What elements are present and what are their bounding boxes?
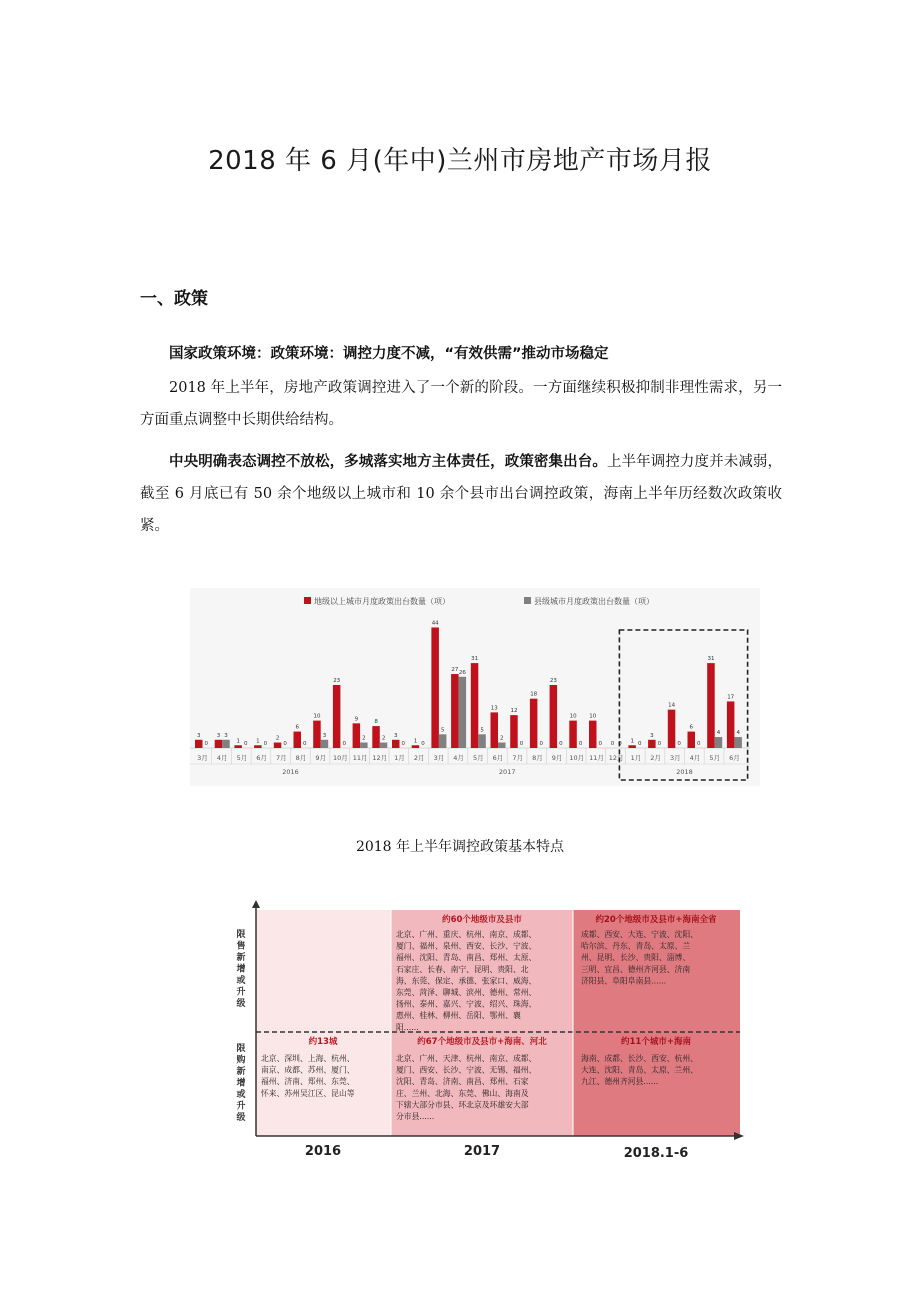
sale-2018-city-line: 三明、宜昌、德州齐河县、济南 xyxy=(581,964,691,974)
x-tick-label: 3月 xyxy=(669,754,681,762)
column-label-2017: 2017 xyxy=(463,1144,501,1159)
data-label-county: 0 xyxy=(697,741,701,747)
data-label-county: 26 xyxy=(458,669,466,676)
data-label-prefecture: 3 xyxy=(197,732,201,739)
row-label-buy-char: 限 xyxy=(236,1044,246,1054)
data-label-county: 0 xyxy=(401,741,406,747)
x-tick-label: 5月 xyxy=(472,754,484,762)
buy-2017-city-line: 沈阳、青岛、济南、南昌、郑州、石家 xyxy=(396,1077,529,1087)
row-label-buy-char: 或 xyxy=(236,1090,246,1100)
x-tick-label: 1月 xyxy=(394,754,405,762)
data-label-prefecture: 10 xyxy=(589,713,597,720)
row-label-sale-char: 售 xyxy=(236,941,246,952)
buy-2016-title: 约13城 xyxy=(308,1037,338,1047)
bar-prefecture xyxy=(648,740,656,748)
bar-prefecture xyxy=(215,740,223,748)
data-label-prefecture: 14 xyxy=(668,702,676,709)
bar-prefecture xyxy=(313,721,321,748)
data-label-prefecture: 10 xyxy=(569,713,577,720)
data-label-prefecture: 17 xyxy=(727,694,735,701)
x-tick-label: 2月 xyxy=(413,754,425,762)
x-tick-label: 4月 xyxy=(689,754,701,762)
bar-county xyxy=(459,677,467,748)
sale-2017-city-line: 东莞、菏泽、聊城、滨州、德州、常州、 xyxy=(396,988,537,997)
sale-2017-city-line: 石家庄、长春、南宁、昆明、贵阳、北 xyxy=(396,964,529,974)
data-label-county: 0 xyxy=(519,741,524,747)
x-tick-label: 6月 xyxy=(729,754,740,762)
policy-subheading: 国家政策环境：政策环境：调控力度不减，“有效供需”推动市场稳定 xyxy=(169,346,609,362)
year-group-label: 2016 xyxy=(282,768,299,776)
data-label-prefecture: 0 xyxy=(610,741,615,747)
data-label-county: 0 xyxy=(263,741,268,747)
x-tick-label: 3月 xyxy=(197,754,208,762)
bar-county xyxy=(498,743,506,748)
x-tick-label: 6月 xyxy=(492,754,504,762)
sale-2017-city-line: 阳...... xyxy=(396,1022,419,1032)
data-label-county: 2 xyxy=(362,735,366,742)
bar-county xyxy=(222,740,230,748)
sale-2018-city-line: 州、昆明、长沙、贵阳、淄博、 xyxy=(581,953,691,963)
data-label-county: 0 xyxy=(559,741,563,747)
legend-swatch-prefecture xyxy=(304,597,311,604)
x-tick-label: 7月 xyxy=(275,754,287,762)
data-label-county: 0 xyxy=(598,741,603,747)
bar-prefecture xyxy=(510,715,518,748)
policy-count-chart xyxy=(190,588,760,786)
row-label-sale-char: 升 xyxy=(236,987,246,998)
data-label-prefecture: 23 xyxy=(333,678,341,684)
buy-2017-city-line: 分市县...... xyxy=(396,1112,435,1121)
data-label-county: 0 xyxy=(421,741,425,747)
bar-county xyxy=(439,734,447,748)
data-label-county: 5 xyxy=(440,727,445,734)
bar-prefecture xyxy=(234,745,242,748)
bar-county xyxy=(478,734,486,748)
x-tick-label: 9月 xyxy=(315,754,327,762)
bar-prefecture xyxy=(530,699,538,748)
data-label-prefecture: 31 xyxy=(707,656,715,663)
buy-2017-city-line: 北京、广州、天津、杭州、南京、成都、 xyxy=(396,1054,537,1063)
bar-prefecture xyxy=(333,685,341,748)
data-label-prefecture: 3 xyxy=(216,732,221,739)
x-tick-label: 10月 xyxy=(569,754,585,762)
figure-caption: 2018 年上半年调控政策基本特点 xyxy=(355,839,565,855)
x-tick-label: 1月 xyxy=(630,754,642,762)
x-tick-label: 12月 xyxy=(372,754,388,762)
bar-prefecture xyxy=(451,674,459,748)
bar-prefecture xyxy=(727,701,735,748)
policy-matrix-svg xyxy=(228,898,748,1168)
data-label-county: 4 xyxy=(736,730,740,737)
bar-prefecture xyxy=(668,710,676,748)
row-label-buy-char: 增 xyxy=(236,1078,246,1089)
column-label-2018: 2018.1-6 xyxy=(623,1146,689,1161)
buy-2018-city-line: 大连、沈阳、青岛、太原、兰州、 xyxy=(581,1065,698,1075)
policy-matrix xyxy=(228,898,748,1168)
row-label-buy-char: 升 xyxy=(236,1101,246,1112)
row-label-buy-char: 购 xyxy=(236,1055,246,1066)
data-label-county: 0 xyxy=(578,741,583,747)
buy-2016-city-line: 福州、济南、郑州、东莞、 xyxy=(261,1077,355,1087)
x-tick-label: 7月 xyxy=(512,754,524,762)
bar-prefecture xyxy=(688,732,696,748)
x-tick-label: 8月 xyxy=(532,754,543,762)
row-label-sale-char: 或 xyxy=(236,976,246,986)
bar-prefecture xyxy=(274,743,282,748)
x-tick-label: 10月 xyxy=(333,754,348,762)
bar-prefecture xyxy=(589,721,597,748)
sale-2017-city-line: 扬州、泰州、嘉兴、宁波、绍兴、珠海、 xyxy=(396,999,537,1009)
sale-2017-city-line: 海、东莞、保定、承德、张家口、威海、 xyxy=(396,976,537,986)
year-group-label: 2018 xyxy=(676,768,693,776)
sale-2018-title: 约20个地级市及县市+海南全省 xyxy=(595,915,717,925)
sale-2017-city-line: 惠州、桂林、柳州、岳阳、鄂州、襄 xyxy=(396,1011,521,1021)
data-label-county: 2 xyxy=(381,735,386,742)
data-label-prefecture: 6 xyxy=(295,724,300,731)
x-tick-label: 4月 xyxy=(453,754,464,762)
data-label-prefecture: 27 xyxy=(451,667,459,674)
column-label-2016: 2016 xyxy=(304,1144,342,1159)
x-tick-label: 2月 xyxy=(650,754,661,762)
data-label-prefecture: 3 xyxy=(650,732,654,739)
sale-2017-title: 约60个地级市及县市 xyxy=(442,915,522,925)
row-label-sale-char: 新 xyxy=(236,953,246,963)
policy-count-chart-svg xyxy=(190,588,760,786)
bar-prefecture xyxy=(254,745,262,748)
data-label-prefecture: 1 xyxy=(630,738,634,745)
buy-2018-city-line: 海南、成都、长沙、西安、杭州、 xyxy=(581,1054,698,1063)
data-label-county: 0 xyxy=(539,741,543,747)
x-tick-label: 5月 xyxy=(236,754,248,762)
data-label-county: 0 xyxy=(657,741,662,747)
data-label-prefecture: 12 xyxy=(510,708,518,715)
bar-prefecture xyxy=(628,745,636,748)
x-tick-label: 6月 xyxy=(256,754,267,762)
data-label-county: 0 xyxy=(637,741,642,747)
sale-2018-city-line: 哈尔滨、丹东、青岛、太原、兰 xyxy=(581,941,691,951)
paragraph-2-lead: 中央明确表态调控不放松，多城落实地方主体责任，政策密集出台。 xyxy=(169,454,607,470)
sale-2018-city-line: 成都、西安、大连、宁波、沈阳、 xyxy=(581,930,698,939)
data-label-prefecture: 1 xyxy=(413,738,418,745)
data-label-prefecture: 44 xyxy=(431,620,439,627)
bar-prefecture xyxy=(294,732,302,748)
bar-prefecture xyxy=(353,723,361,748)
buy-2016-city-line: 怀来、苏州吴江区、昆山等 xyxy=(261,1088,355,1098)
data-label-prefecture: 31 xyxy=(471,656,479,663)
bar-prefecture xyxy=(412,745,420,748)
x-tick-label: 5月 xyxy=(709,754,721,762)
bar-prefecture xyxy=(392,740,400,748)
data-label-prefecture: 8 xyxy=(374,719,378,726)
legend-label-county: 县级城市月度政策出台数量（项） xyxy=(534,597,654,606)
document-title: 2018 年 6 月(年中)兰州市房地产市场月报 xyxy=(208,146,712,176)
sale-2017-city-line: 北京、广州、重庆、杭州、南京、成都、 xyxy=(396,930,537,939)
buy-2017-city-line: 庄、兰州、北海、东莞、佛山、海南及 xyxy=(396,1088,529,1098)
buy-2017-city-line: 下辖大部分市县、环北京及环雄安大部 xyxy=(396,1100,529,1110)
data-label-prefecture: 6 xyxy=(689,724,694,731)
paragraph-2 xyxy=(140,446,782,542)
data-label-county: 0 xyxy=(677,741,681,747)
data-label-county: 3 xyxy=(322,732,327,739)
data-label-prefecture: 2 xyxy=(275,735,280,742)
bar-county xyxy=(715,737,723,748)
data-label-prefecture: 1 xyxy=(236,738,240,745)
data-label-prefecture: 23 xyxy=(549,678,557,684)
paragraph-2-body: 上半年调控力度并未减弱，截至 6 月底已有 50 余个地级以上城市和 10 余个县市出台调控政策，海南上半年历经数次政策收紧。 xyxy=(140,454,783,534)
bar-prefecture xyxy=(431,627,439,748)
x-tick-label: 4月 xyxy=(216,754,228,762)
buy-2017-city-line: 厦门、西安、长沙、宁波、无锡、福州、 xyxy=(396,1065,537,1075)
row-label-sale-char: 级 xyxy=(236,999,246,1009)
x-tick-label: 9月 xyxy=(551,754,563,762)
bar-county xyxy=(734,737,742,748)
sale-2017-city-line: 福州、沈阳、青岛、南昌、郑州、太原、 xyxy=(396,953,537,963)
bar-prefecture xyxy=(491,712,499,748)
data-label-county: 0 xyxy=(283,741,287,747)
data-label-prefecture: 3 xyxy=(394,732,398,739)
section-heading: 一、政策 xyxy=(140,289,208,309)
legend-label-prefecture: 地级以上城市月度政策出台数量（项） xyxy=(314,597,450,606)
bar-county xyxy=(321,740,329,748)
data-label-prefecture: 10 xyxy=(313,713,321,720)
data-label-county: 0 xyxy=(303,741,307,747)
bar-county xyxy=(380,743,388,748)
sale-2018-city-line: 济阳县、阜阳阜南县...... xyxy=(581,976,667,986)
bar-prefecture xyxy=(550,685,558,748)
x-tick-label: 8月 xyxy=(295,754,307,762)
data-label-county: 2 xyxy=(500,735,504,742)
data-label-county: 0 xyxy=(204,741,209,747)
bar-prefecture xyxy=(195,740,203,748)
x-tick-label: 11月 xyxy=(589,754,604,762)
paragraph-1: 2018 年上半年，房地产政策调控进入了一个新的阶段。一方面继续积极抑制非理性需求，另一方面重点调整中长期供给结构。 xyxy=(140,380,782,428)
bar-county xyxy=(360,743,368,748)
buy-2018-title: 约11个城市+海南 xyxy=(621,1037,691,1047)
data-label-county: 0 xyxy=(243,741,248,747)
sale-2017-city-line: 厦门、福州、泉州、西安、长沙、宁波、 xyxy=(396,941,537,951)
row-label-buy-char: 级 xyxy=(236,1113,246,1123)
data-label-prefecture: 1 xyxy=(256,738,260,745)
buy-2017-title: 约67个地级市及县市+海南、河北 xyxy=(417,1037,547,1047)
legend-swatch-county xyxy=(524,597,531,604)
data-label-prefecture: 13 xyxy=(490,705,498,712)
data-label-county: 5 xyxy=(480,727,484,734)
data-label-prefecture: 9 xyxy=(354,716,359,723)
data-label-county: 0 xyxy=(618,741,622,747)
buy-2016-city-line: 北京、深圳、上海、杭州、 xyxy=(261,1054,355,1063)
data-label-prefecture: 18 xyxy=(530,691,538,698)
x-tick-label: 11月 xyxy=(352,754,368,762)
data-label-county: 0 xyxy=(342,741,346,747)
data-label-county: 3 xyxy=(224,732,228,739)
x-tick-label: 12月 xyxy=(608,754,624,762)
data-label-county: 4 xyxy=(716,730,721,737)
buy-2016-city-line: 南京、成都、苏州、厦门、 xyxy=(261,1065,355,1075)
bar-prefecture xyxy=(471,663,479,748)
bar-prefecture xyxy=(569,721,577,748)
row-label-buy-char: 新 xyxy=(236,1067,246,1077)
buy-2018-city-line: 九江、德州齐河县...... xyxy=(581,1077,659,1087)
row-label-sale-char: 限 xyxy=(236,930,246,940)
year-group-label: 2017 xyxy=(498,768,516,776)
bar-prefecture xyxy=(372,726,380,748)
matrix-col-2016 xyxy=(256,910,391,1136)
x-tick-label: 3月 xyxy=(433,754,445,762)
row-label-sale-char: 增 xyxy=(236,964,246,975)
bar-prefecture xyxy=(707,663,715,748)
